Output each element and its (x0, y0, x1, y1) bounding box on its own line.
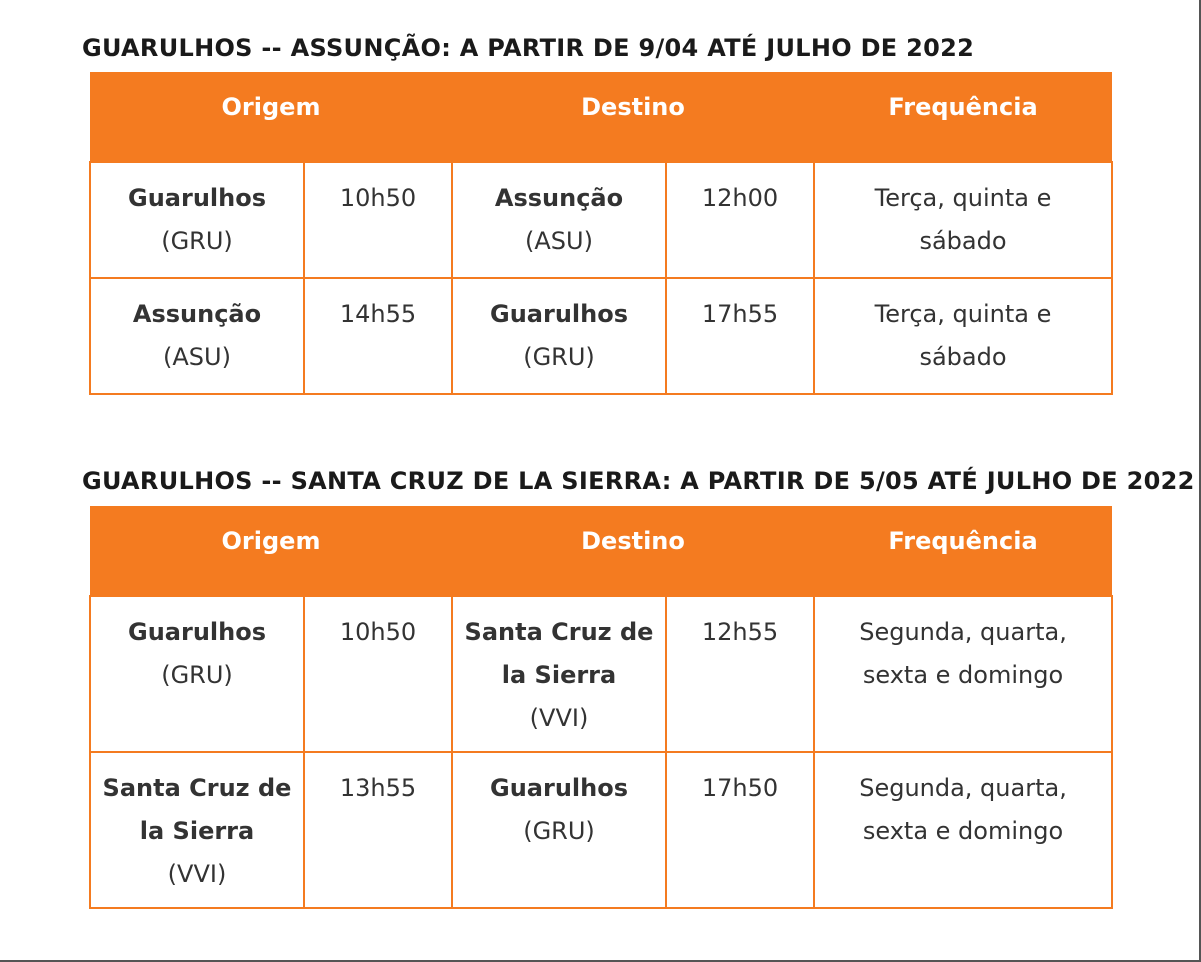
header-frequency: Frequência (814, 506, 1112, 596)
frequency-cell: Terça, quinta e sábado (814, 278, 1112, 394)
origin-cell (90, 752, 304, 908)
origin-name: Assunção (132, 300, 262, 328)
destination-code: (ASU) (525, 227, 593, 255)
departure-time: 10h50 (304, 162, 452, 278)
origin-name: Santa Cruz de la Sierra (102, 774, 292, 845)
section-title-santa-cruz: GUARULHOS -- SANTA CRUZ DE LA SIERRA: A PARTIR DE 5/05 ATÉ JULHO DE 2022 (82, 467, 1195, 495)
destination-name: Guarulhos (490, 774, 628, 802)
header-origin: Origem (90, 72, 452, 162)
destination-cell (452, 752, 666, 908)
origin-code: (ASU) (163, 343, 231, 371)
frequency-cell: Segunda, quarta, sexta e domingo (814, 596, 1112, 752)
origin-cell (90, 162, 304, 278)
schedule-table-assuncao (89, 72, 1113, 395)
arrival-time: 17h55 (666, 278, 814, 394)
departure-time: 13h55 (304, 752, 452, 908)
origin-code: (VVI) (167, 860, 227, 888)
arrival-time: 17h50 (666, 752, 814, 908)
header-destination: Destino (452, 506, 814, 596)
header-origin: Origem (90, 506, 452, 596)
schedule-table-santa-cruz (89, 506, 1113, 909)
origin-code: (GRU) (161, 227, 233, 255)
origin-name: Guarulhos (128, 618, 266, 646)
destination-code: (VVI) (529, 704, 589, 732)
origin-code: (GRU) (161, 661, 233, 689)
origin-cell (90, 278, 304, 394)
header-frequency: Frequência (814, 72, 1112, 162)
destination-cell (452, 278, 666, 394)
frequency-cell: Terça, quinta e sábado (814, 162, 1112, 278)
destination-name: Guarulhos (490, 300, 628, 328)
table-header-row (90, 506, 1112, 596)
destination-cell (452, 162, 666, 278)
origin-name: Guarulhos (128, 184, 266, 212)
frequency-cell: Segunda, quarta, sexta e domingo (814, 752, 1112, 908)
departure-time: 10h50 (304, 596, 452, 752)
destination-code: (GRU) (523, 817, 595, 845)
table-row (90, 752, 1112, 908)
destination-code: (GRU) (523, 343, 595, 371)
table-row (90, 278, 1112, 394)
arrival-time: 12h55 (666, 596, 814, 752)
table-header-row (90, 72, 1112, 162)
origin-cell (90, 596, 304, 752)
header-destination: Destino (452, 72, 814, 162)
section-title-assuncao: GUARULHOS -- ASSUNÇÃO: A PARTIR DE 9/04 ATÉ JULHO DE 2022 (82, 34, 975, 62)
arrival-time: 12h00 (666, 162, 814, 278)
table-row (90, 162, 1112, 278)
table-row (90, 596, 1112, 752)
departure-time: 14h55 (304, 278, 452, 394)
destination-name: Santa Cruz de la Sierra (464, 618, 654, 689)
destination-cell (452, 596, 666, 752)
destination-name: Assunção (494, 184, 624, 212)
